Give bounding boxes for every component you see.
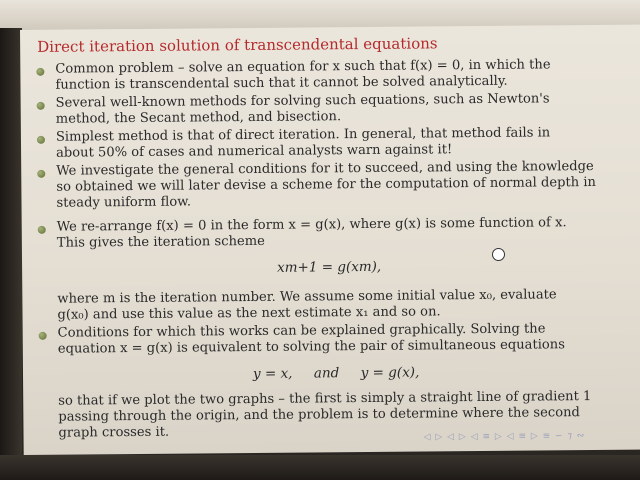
- bullet-text-line: Common problem – solve an equation for x such that f(x) = 0, in which the: [55, 57, 551, 77]
- bullet-text-line: Several well-known methods for solving such equations, such as Newton's: [55, 91, 550, 111]
- bullet-text-line: passing through the origin, and the problem is to determine where the second: [58, 405, 580, 425]
- bullet-marker-icon: [39, 332, 47, 340]
- bullet-text-line: Conditions for which this works can be explained graphically. Solving the: [57, 321, 546, 341]
- bullet-marker-icon: [38, 226, 46, 234]
- bullet-text-line: so obtained we will later devise a scheme for the computation of normal depth in: [56, 174, 597, 195]
- room-floor-bottom: [0, 455, 640, 480]
- bullet-text-line: function is transcendental such that it cannot be solved analytically.: [55, 73, 508, 93]
- bullet-text-line: We re-arrange f(x) = 0 in the form x = g(x), where g(x) is some function of x.: [56, 215, 567, 235]
- bullet-text-line: We investigate the general conditions for it to succeed, and using the knowledge: [56, 158, 594, 179]
- bullet-text-line: equation x = g(x) is equivalent to solving the pair of simultaneous equations: [57, 337, 565, 357]
- room-shadow-left: [0, 28, 22, 458]
- bullet-marker-icon: [37, 102, 45, 110]
- iteration-equation: xm+1 = g(xm),: [277, 258, 382, 276]
- simultaneous-equations: y = x, and y = g(x),: [252, 364, 420, 382]
- slide-title: Direct iteration solution of transcendental equations: [37, 34, 438, 56]
- bullet-marker-icon: [37, 136, 45, 144]
- bullet-text-line: graph crosses it.: [58, 424, 170, 441]
- mouse-cursor-icon: [492, 248, 505, 261]
- bullet-marker-icon: [37, 170, 45, 178]
- bullet-text-line: where m is the iteration number. We assume some initial value x₀, evaluate: [57, 287, 557, 307]
- beamer-navigation-controls[interactable]: ◁ ▷ ◁ ▷ ◁ ≡ ▷ ◁ ≡ ▷ ≡ ∽ ⁊ ∾: [423, 431, 586, 443]
- bullet-text-line: so that if we plot the two graphs – the first is simply a straight line of gradient 1: [58, 389, 592, 409]
- bullet-text-line: Simplest method is that of direct iteration. In general, that method fails in: [55, 125, 551, 145]
- bullet-text-line: about 50% of cases and numerical analysts warn against it!: [56, 142, 453, 161]
- projected-slide: [20, 25, 640, 455]
- bullet-text-line: This gives the iteration scheme: [56, 233, 265, 251]
- bullet-marker-icon: [36, 68, 44, 76]
- bullet-text-line: steady uniform flow.: [56, 194, 192, 211]
- bullet-text-line: g(x₀) and use this value as the next estimate x₁ and so on.: [57, 304, 441, 323]
- bullet-text-line: method, the Secant method, and bisection.: [55, 109, 342, 127]
